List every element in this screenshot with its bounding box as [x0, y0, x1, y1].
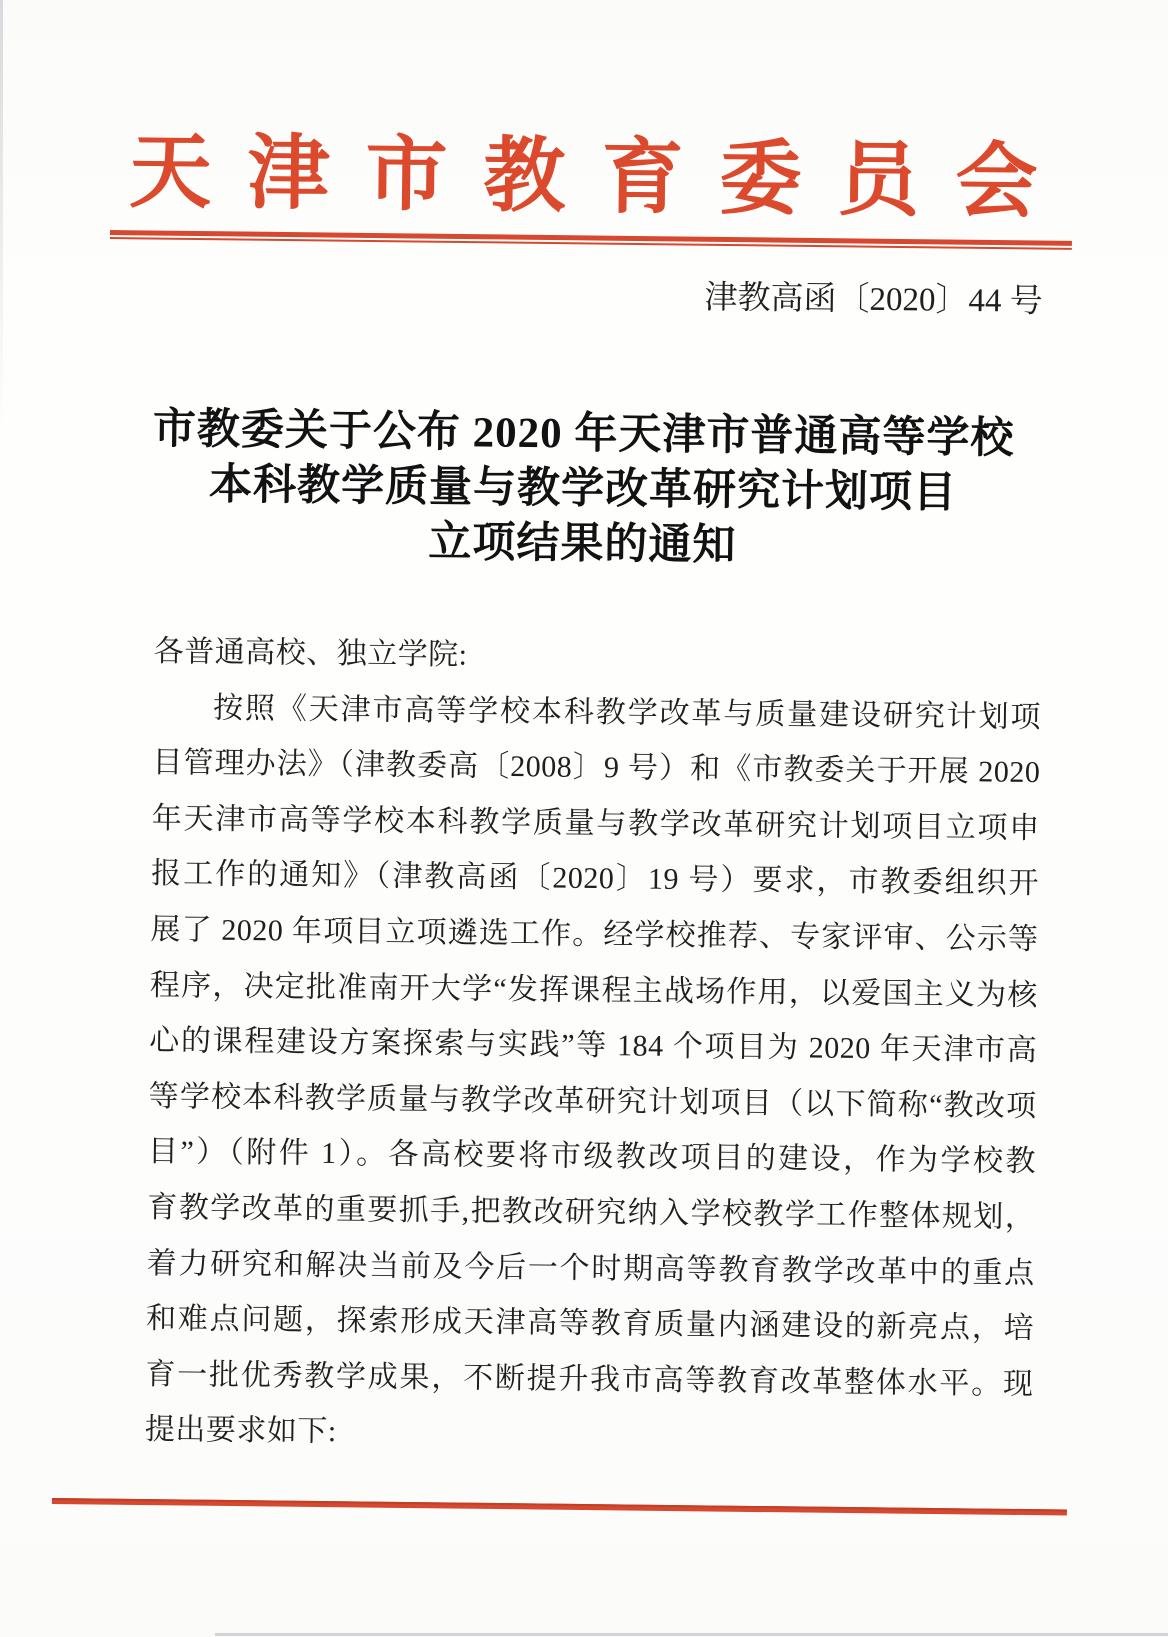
document-body — [145, 624, 1042, 1468]
salutation: 各普通高校、独立学院: — [153, 634, 468, 672]
body-line: 育教学改革的重要抓手,把教改研究纳入学校教学工作整体规划， — [147, 1190, 1036, 1234]
body-line: 报工作的通知》（津教高函〔2020〕19 号）要求，市教委组织开 — [150, 857, 1040, 901]
title-line: 市教委关于公布 2020 年天津市普通高等学校 — [152, 405, 1015, 463]
body-line: 程序，决定批准南开大学“发挥课程主战场作用，以爱国主义为核 — [149, 968, 1039, 1012]
body-line: 目”）（附件 1）。各高校要将市级教改项目的建设，作为学校教 — [147, 1135, 1037, 1179]
body-line: 等学校本科教学质量与教学改革研究计划项目（以下简称“教改项 — [148, 1079, 1037, 1123]
body-line: 年天津市高等学校本科教学质量与教学改革研究计划项目立项申 — [151, 801, 1040, 845]
body-line: 育一批优秀教学成果，不断提升我市高等教育改革整体水平。现 — [145, 1357, 1034, 1401]
body-line: 提出要求如下: — [144, 1413, 337, 1449]
body-line: 目管理办法》（津教委高〔2008〕9 号）和《市教委关于开展 2020 — [152, 746, 1041, 790]
body-line: 按照《天津市高等学校本科教学改革与质量建设研究计划项 — [212, 691, 1042, 734]
agency-name: 天津市教育委员会 — [128, 126, 1074, 229]
scan-edge-bottom — [215, 1633, 1168, 1636]
footer-divider-line — [52, 1498, 1067, 1516]
document-number: 津教高函〔2020〕44 号 — [704, 279, 1043, 320]
title-line: 立项结果的通知 — [428, 518, 737, 570]
body-line: 着力研究和解决当前及今后一个时期高等教育教学改革中的重点 — [146, 1246, 1035, 1290]
title-line: 本科教学质量与教学改革研究计划项目 — [208, 461, 958, 517]
body-line: 展了 2020 年项目立项遴选工作。经学校推荐、专家评审、公示等 — [150, 912, 1039, 957]
document-title — [0, 400, 1168, 578]
header-divider-line — [110, 230, 1072, 250]
body-line: 心的课程建设方案探索与实践”等 184 个项目为 2020 年天津市高 — [149, 1024, 1038, 1068]
body-line: 和难点问题，探索形成天津高等教育质量内涵建设的新亮点，培 — [145, 1302, 1035, 1346]
scan-edge-left — [0, 0, 3, 430]
